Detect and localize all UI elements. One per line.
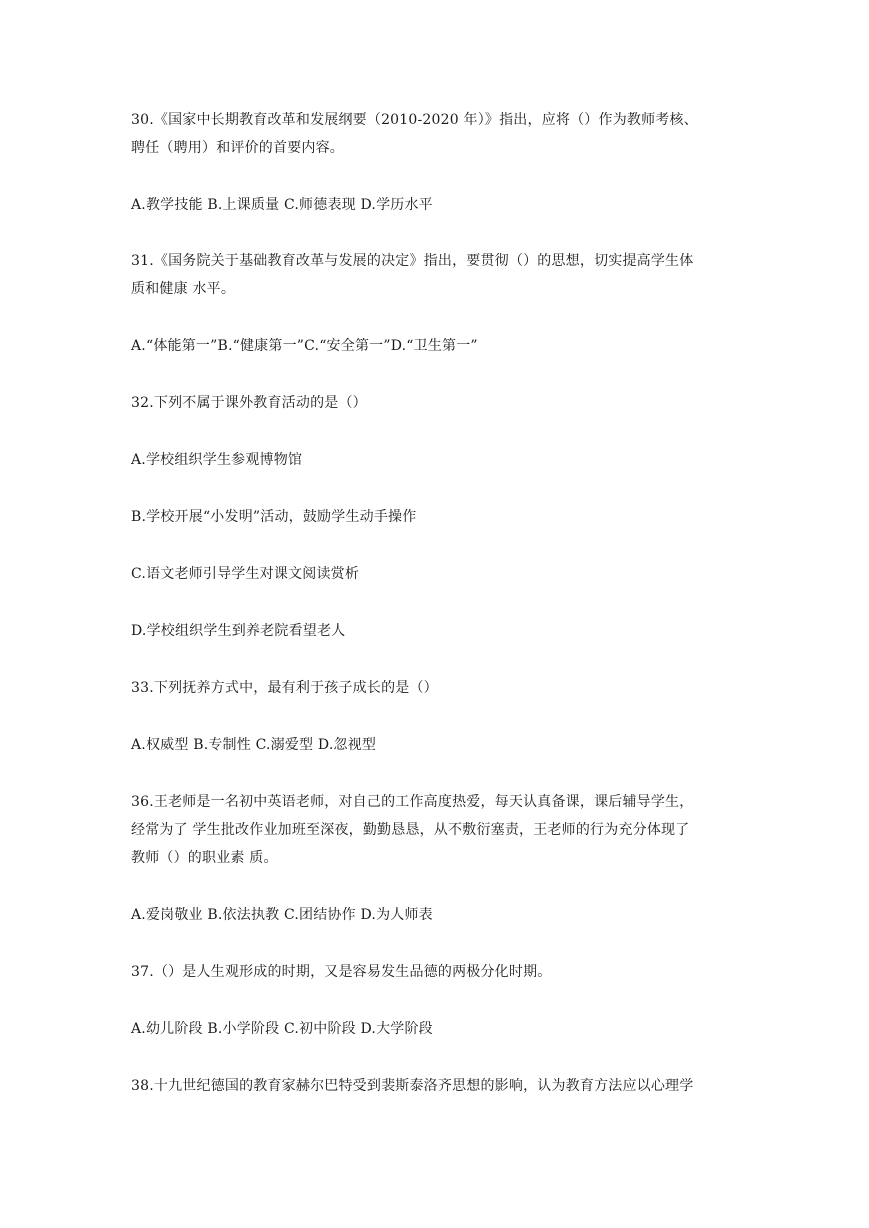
question-32-option-d <box>131 617 746 645</box>
question-37-stem <box>131 958 746 986</box>
question-line: 31.《国务院关于基础教育改革与发展的决定》指出，要贯彻（）的思想，切实提高学生体 <box>131 253 694 269</box>
question-31-stem <box>131 247 746 303</box>
question-line: 教师（）的职业素 质。 <box>131 850 278 866</box>
question-line: 32.下列不属于课外教育活动的是（） <box>131 395 367 411</box>
question-30-options <box>131 191 746 219</box>
question-32-option-a <box>131 446 746 474</box>
option-line: A.“体能第一”B.“健康第一”C.“安全第一”D.“卫生第一” <box>131 338 478 354</box>
question-line: 质和健康 水平。 <box>131 281 236 297</box>
option-line: C.语文老师引导学生对课文阅读赏析 <box>131 566 360 582</box>
question-30-stem <box>131 106 746 162</box>
question-32-stem <box>131 389 746 417</box>
question-38-stem <box>131 1072 746 1100</box>
question-line: 37.（）是人生观形成的时期，又是容易发生品德的两极分化时期。 <box>131 964 552 980</box>
question-line: 30.《国家中长期教育改革和发展纲要（2010-2020 年）》指出，应将（）作为教师考核、 <box>131 112 698 128</box>
option-line: A.幼儿阶段 B.小学阶段 C.初中阶段 D.大学阶段 <box>131 1021 433 1037</box>
question-32-option-b <box>131 503 746 531</box>
option-line: A.权威型 B.专制性 C.溺爱型 D.忽视型 <box>131 737 377 753</box>
question-line: 经常为了 学生批改作业加班至深夜，勤勤恳恳，从不敷衍塞责，王老师的行为充分体现了 <box>131 822 690 838</box>
question-32-option-c <box>131 560 746 588</box>
question-31-options <box>131 332 746 360</box>
question-line: 33.下列抚养方式中，最有利于孩子成长的是（） <box>131 680 438 696</box>
question-36-stem <box>131 788 746 872</box>
option-line: A.爱岗敬业 B.依法执教 C.团结协作 D.为人师表 <box>131 907 433 923</box>
option-line: B.学校开展“小发明”活动，鼓励学生动手操作 <box>131 509 417 525</box>
question-36-options <box>131 901 746 929</box>
question-37-options <box>131 1015 746 1043</box>
question-33-options <box>131 731 746 759</box>
question-line: 36.王老师是一名初中英语老师，对自己的工作高度热爱，每天认真备课，课后辅导学生， <box>131 794 694 810</box>
question-33-stem <box>131 674 746 702</box>
option-line: A.学校组织学生参观博物馆 <box>131 452 303 468</box>
option-line: D.学校组织学生到养老院看望老人 <box>131 623 346 639</box>
question-line: 38.十九世纪德国的教育家赫尔巴特受到裴斯泰洛齐思想的影响，认为教育方法应以心理学 <box>131 1078 694 1094</box>
question-line: 聘任（聘用）和评价的首要内容。 <box>131 140 344 156</box>
option-line: A.教学技能 B.上课质量 C.师德表现 D.学历水平 <box>131 197 433 213</box>
